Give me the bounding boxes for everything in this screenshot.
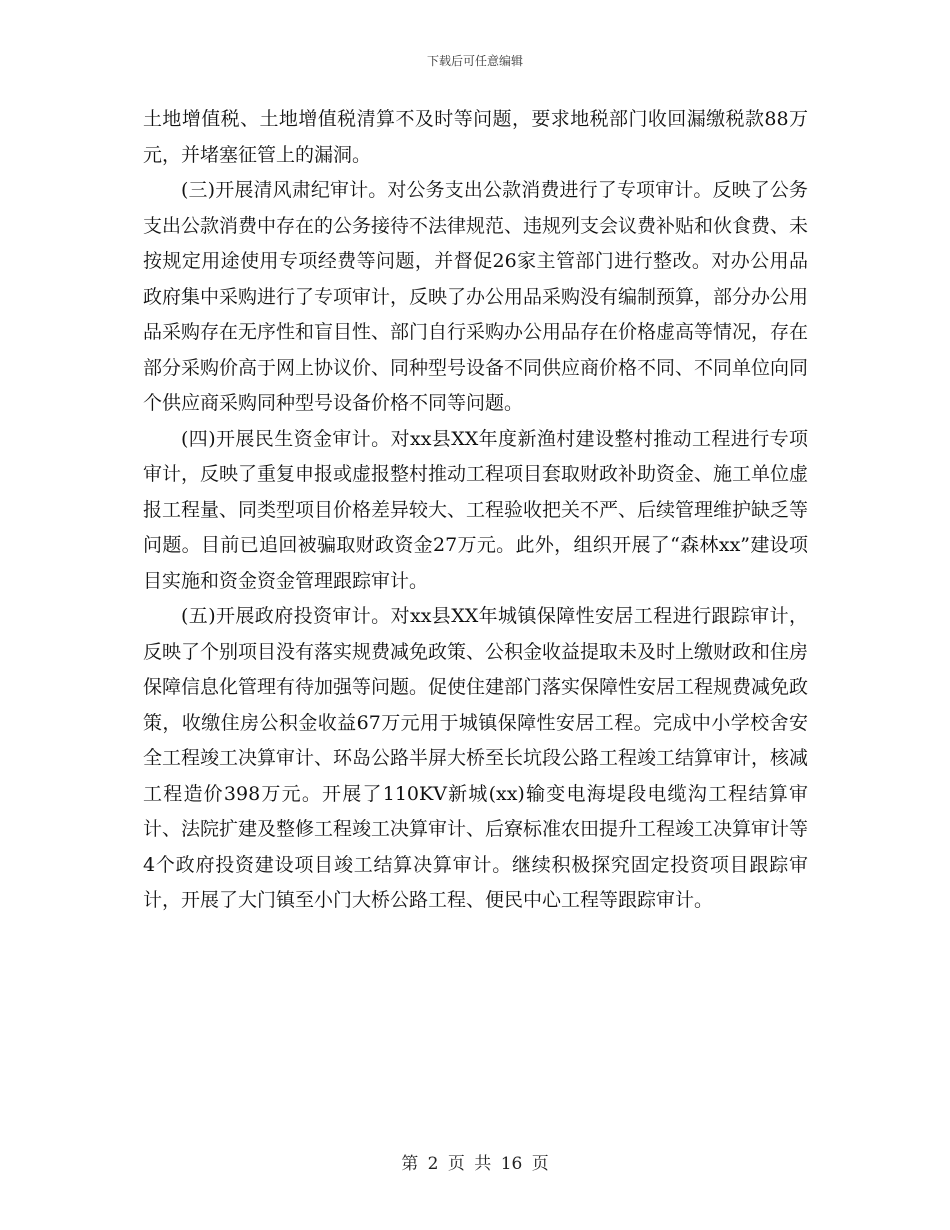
page-number-footer: 第 2 页 共 16 页	[401, 1154, 549, 1174]
document-body	[143, 102, 808, 919]
paragraph-investment-audit: (五)开展政府投资审计。对xx县XX年城镇保障性安居工程进行跟踪审计，反映了个别项目没有落实规费减免政策、公积金收益提取未及时上缴财政和住房保障信息化管理有待加强等问题。促使住建部门落实保障性安居工程规费减免政策，收缴住房公积金收益67万元用于城镇保障性安居工程。完成中小学校舍安全工程竣工决算审计、环岛公路半屏大桥至长坑段公路工程竣工结算审计，核减工程造价398万元。开展了110KV新城(xx)输变电海堤段电缆沟工程结算审计、法院扩建及整修工程竣工决算审计、后寮标准农田提升工程竣工决算审计等4个政府投资建设项目竣工结算决算审计。继续积极探究固定投资项目跟踪审计，开展了大门镇至小门大桥公路工程、便民中心工程等跟踪审计。	[143, 605, 809, 911]
paragraph-discipline-audit: (三)开展清风肃纪审计。对公务支出公款消费进行了专项审计。反映了公务支出公款消费中存在的公务接待不法律规范、违规列支会议费补贴和伙食费、未按规定用途使用专项经费等问题，并督促26家主管部门进行整改。对办公用品政府集中采购进行了专项审计，反映了办公用品采购没有编制预算，部分办公用品采购存在无序性和盲目性、部门自行采购办公用品存在价格虚高等情况，存在部分采购价高于网上协议价、同种型号设备不同供应商价格不同、不同单位向同个供应商采购同种型号设备价格不同等问题。	[143, 179, 809, 414]
paragraph-tax-continuation: 土地增值税、土地增值税清算不及时等问题，要求地税部门收回漏缴税款88万元，并堵塞征管上的漏洞。	[143, 108, 808, 166]
paragraph-livelihood-audit: (四)开展民生资金审计。对xx县XX年度新渔村建设整村推动工程进行专项审计，反映了重复申报或虚报整村推动工程项目套取财政补助资金、施工单位虚报工程量、同类型项目价格差异较大、工程验收把关不严、后续管理维护缺乏等问题。目前已追回被骗取财政资金27万元。此外，组织开展了“森林xx”建设项目实施和资金资金管理跟踪审计。	[143, 427, 809, 592]
page-header: 下载后可任意编辑	[426, 54, 523, 68]
